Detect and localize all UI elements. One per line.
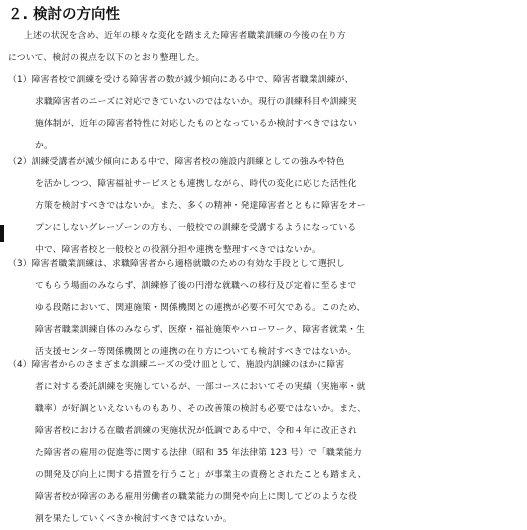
item-4 [0,354,527,530]
intro-paragraph [0,25,527,69]
item-line: 中で、障害者校と一般校との役割分担や連携を整理すべきではないか。 [35,245,321,255]
item-line: 職率）が好調といえないものもあり、その改善策の検討も必要ではないか。また、 [35,404,367,414]
item-line: プンにしないグレーゾーンの方も、一般校での訓練を受講するようになっている [35,223,357,233]
item-line: 障害者校における在職者訓練の実施状況が低調である中で、令和４年に改正され [35,426,357,436]
item-3 [0,253,527,363]
item-line: か。 [35,141,53,151]
item-2 [0,151,527,261]
item-line: た障害者の雇用の促進等に関する法律（昭和 35 年法律第 123 号）で「職業能力 [35,448,362,458]
item-line: てもらう場面のみならず、訓練修了後の円滑な就職への移行及び定着に至るまで [35,281,357,291]
item-line: を活かしつつ、障害福祉サービスとも連携しながら、時代の変化に応じた活性化 [35,179,357,189]
item-line: 割を果たしていくべきか検討すべきではないか。 [35,514,232,524]
item-line: 方策を検討すべきではないか。また、多くの精神・発達障害者とともに障害をオー [35,201,366,211]
item-line: 障害者校が障害のある雇用労働者の職業能力の開発や向上に関してどのような役 [35,492,358,502]
margin-marker [0,225,4,242]
item-line: の開発及び向上に関する措置を行うこと」が事業主の責務とされたことも踏まえ、 [35,470,367,480]
item-1 [0,69,527,157]
item-line: 者に対する委託訓練を実施しているが、一部コースにおいてその実績（実施率・就 [35,382,366,392]
intro-line: について、検討の視点を以下のとおり整理した。 [8,53,205,63]
intro-line: 上述の状況を含め、近年の様々な変化を踏まえた障害者職業訓練の今後の在り方 [24,31,346,41]
item-line: ゆる段階において、関連施策・関係機関との連携が必要不可欠である。このため、 [35,303,366,313]
item-line: 障害者職業訓練自体のみならず、医療・福祉施策やハローワーク、障害者就業・生 [35,325,365,335]
item-line: 活支援センター等関係機関との連携の在り方についても検討すべきではないか。 [35,347,357,357]
item-line: 施体制が、近年の障害者特性に対応したものとなっているか検討すべきではない [35,119,357,129]
item-line: （3）障害者職業訓練は、求職障害者から適格就職のための有効な手段として選択し [8,259,345,269]
item-line: （1）障害者校で訓練を受ける障害者の数が減少傾向にある中で、障害者職業訓練が、 [8,75,354,85]
section-heading: ２. 検討の方向性 [8,7,121,23]
item-line: 求職障害者のニーズに対応できていないのではないか。現行の訓練科目や訓練実 [35,97,357,107]
item-line: （4）障害者からのさまざまな訓練ニーズの受け皿として、施設内訓練のほかに障害 [8,360,345,370]
item-line: （2）訓練受講者が減少傾向にある中で、障害者校の施設内訓練としての強みや特色 [8,157,345,167]
